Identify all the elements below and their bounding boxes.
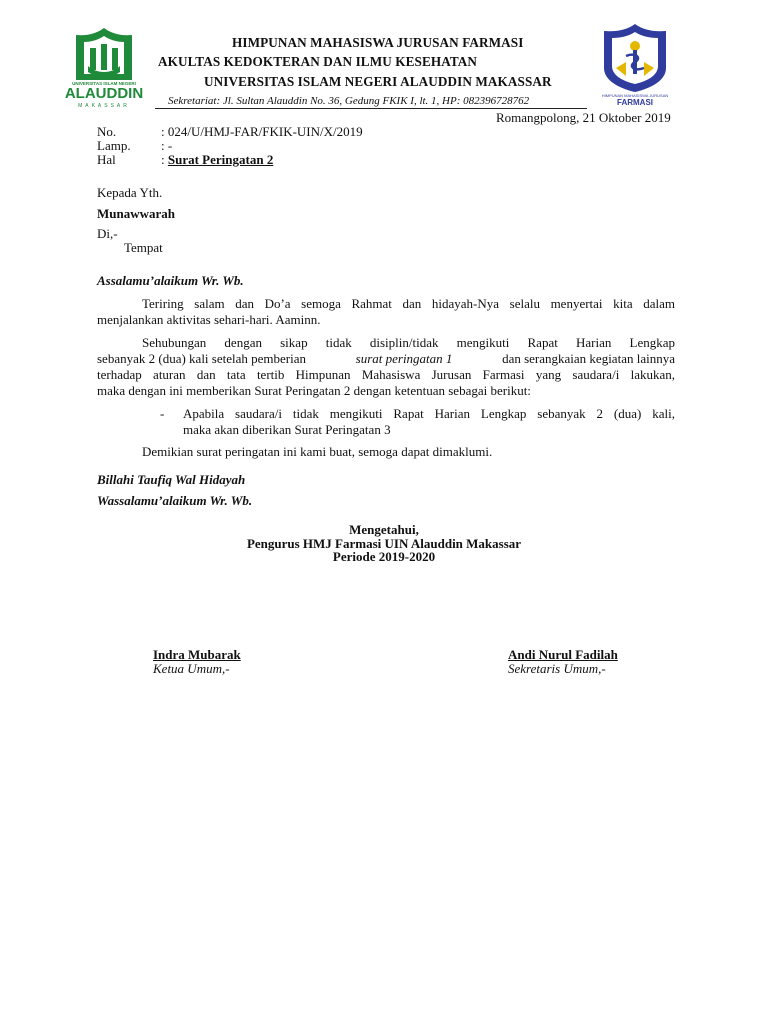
meta-no-value: : 024/U/HMJ-FAR/FKIK-UIN/X/2019 xyxy=(161,124,363,139)
letterhead-line1: HIMPUNAN MAHASISWA JURUSAN FARMASI xyxy=(232,35,524,50)
paragraph1-line2: menjalankan aktivitas sehari-hari. Aaminn. xyxy=(97,312,321,327)
meta-hal-value xyxy=(161,152,273,167)
hmj-farmasi-logo xyxy=(596,22,674,108)
left-logo-top-text: UNIVERSITAS ISLAM NEGERI xyxy=(72,81,136,86)
meta-hal-subject: Surat Peringatan 2 xyxy=(167,152,274,167)
right-logo-top-text: HIMPUNAN MAHASISWA JURUSAN xyxy=(601,93,669,98)
letterhead-line2: AKULTAS KEDOKTERAN DAN ILMU KESEHATAN xyxy=(158,54,478,69)
paragraph2-line2-start: sebanyak 2 (dua) kali setelah pemberian xyxy=(97,351,306,366)
paragraph2-line2-emphasis: surat peringatan 1 xyxy=(355,351,453,366)
meta-hal-separator: : xyxy=(161,152,168,167)
meta-lamp-label: Lamp. xyxy=(97,138,131,153)
letterhead-secretariat: Sekretariat: Jl. Sultan Alauddin No. 36, Gedung FKIK I, lt. 1, HP: 082396728762 xyxy=(168,95,530,107)
signatory-left-name: Indra Mubarak xyxy=(153,647,241,662)
salam-opening: Assalamu’alaikum Wr. Wb. xyxy=(97,273,244,288)
paragraph2-line1: Sehubungan dengan sikap tidak disiplin/tidak mengikuti Rapat Harian Lengkap xyxy=(142,335,675,350)
bullet-line1: Apabila saudara/i tidak mengikuti Rapat Harian Lengkap sebanyak 2 (dua) kali, xyxy=(183,406,675,421)
recipient-greeting: Kepada Yth. xyxy=(97,185,163,200)
signatory-right-name: Andi Nurul Fadilah xyxy=(508,647,618,662)
bullet-line2: maka akan diberikan Surat Peringatan 3 xyxy=(183,422,391,437)
right-logo-name: FARMASI xyxy=(617,98,653,107)
sign-period: Periode 2019-2020 xyxy=(332,549,436,564)
meta-lamp-value: : - xyxy=(161,138,173,153)
recipient-di: Di,- xyxy=(97,226,118,241)
letter-date: Romangpolong, 21 Oktober 2019 xyxy=(496,110,671,125)
bullet-dash: - xyxy=(160,406,165,421)
paragraph2-line3: terhadap aturan dan tata tertib Himpunan Mahasiswa Jurusan Farmasi yang saudara/i lakukan, xyxy=(97,367,675,382)
billahi-line: Billahi Taufiq Wal Hidayah xyxy=(97,472,246,487)
salam-closing: Wassalamu’alaikum Wr. Wb. xyxy=(97,493,253,508)
recipient-place: Tempat xyxy=(124,240,163,255)
letterhead-divider xyxy=(155,108,587,109)
left-logo-city: MAKASSAR xyxy=(78,103,130,109)
hmj-farmasi-emblem-icon xyxy=(596,22,674,94)
letterhead-line3: UNIVERSITAS ISLAM NEGERI ALAUDDIN MAKASSAR xyxy=(204,74,552,89)
paragraph2-line4: maka dengan ini memberikan Surat Peringatan 2 dengan ketentuan sebagai berikut: xyxy=(97,383,531,398)
closing-sentence: Demikian surat peringatan ini kami buat, semoga dapat dimaklumi. xyxy=(142,444,493,459)
paragraph2-line2 xyxy=(97,351,675,366)
paragraph2-line2-end: dan serangkaian kegiatan lainnya xyxy=(502,351,675,366)
sign-organization: Pengurus HMJ Farmasi UIN Alauddin Makassar xyxy=(246,536,522,551)
sign-mengetahui: Mengetahui, xyxy=(349,522,419,537)
recipient-name: Munawwarah xyxy=(97,206,176,221)
paragraph1-line1: Teriring salam dan Do’a semoga Rahmat dan hidayah-Nya selalu menyertai kita dalam xyxy=(142,296,675,311)
signatory-left-title: Ketua Umum,- xyxy=(153,661,230,676)
uin-alauddin-logo xyxy=(62,26,146,112)
signatory-right-title: Sekretaris Umum,- xyxy=(508,661,606,676)
meta-hal-label: Hal xyxy=(97,152,116,167)
left-logo-name: ALAUDDIN xyxy=(64,85,144,102)
meta-no-label: No. xyxy=(97,124,117,139)
